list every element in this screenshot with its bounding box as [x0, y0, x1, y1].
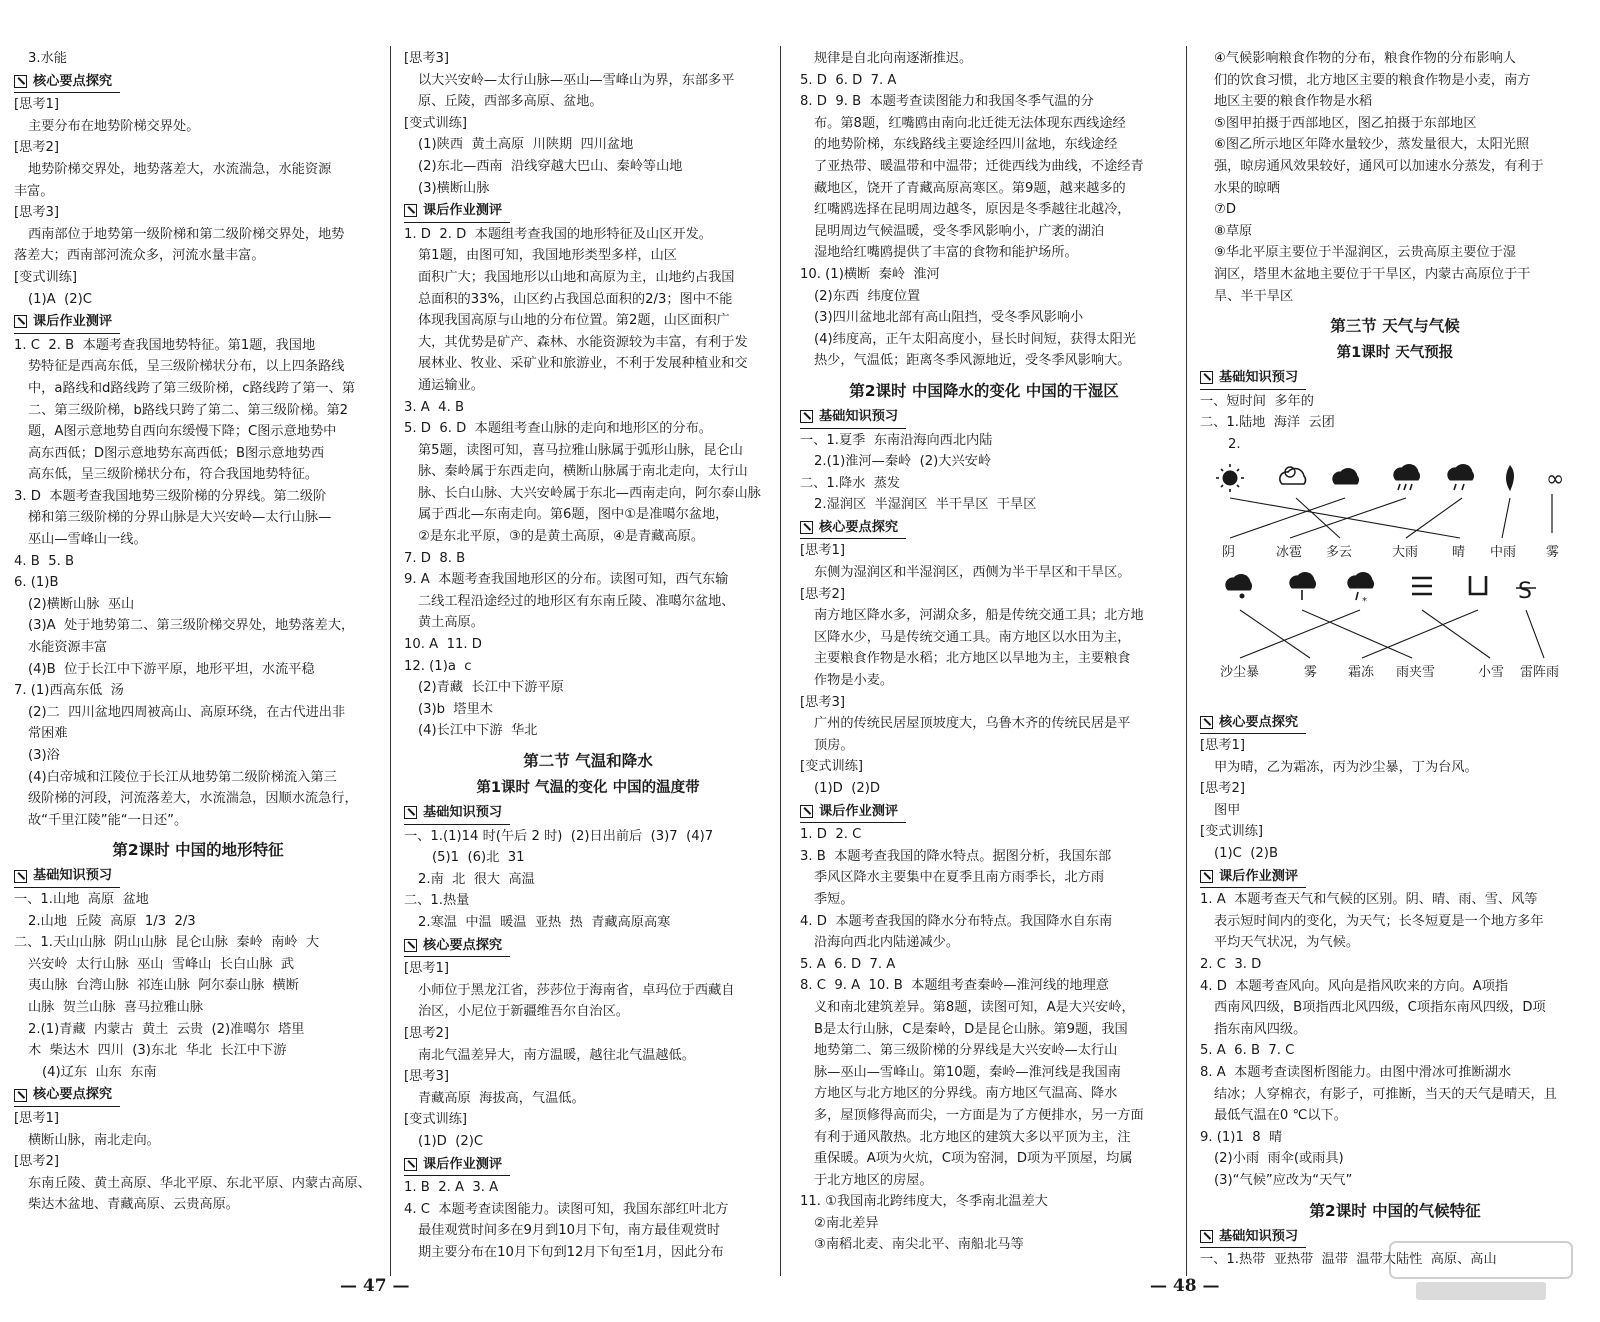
svg-text:*: * — [1362, 595, 1367, 607]
answer-line: 10. (1)横断 秦岭 淮河 — [800, 266, 940, 282]
lesson-heading: 第2课时 中国降水的变化 中国的干湿区 — [849, 381, 1119, 400]
answer-line: 2.(1)青藏 内蒙古 黄土 云贵 (2)准噶尔 塔里 — [28, 1021, 305, 1037]
answer-line: 期主要分布在10月下旬到12月下旬至1月，因此分布 — [418, 1244, 724, 1260]
answer-line: 3. A 4. B — [404, 399, 465, 415]
section-header-text: 核心要点探究 — [33, 1087, 113, 1103]
section-marker-icon — [14, 1089, 27, 1102]
section-marker-icon — [800, 805, 813, 818]
answer-line: 原、丘陵，西部多高原、盆地。 — [418, 94, 603, 110]
answer-line: 南方地区降水多，河湖众多，船是传统交通工具；北方地 — [814, 608, 1144, 624]
answer-line: 一、1.山地 高原 盆地 — [14, 891, 149, 907]
answer-line: 西南部位于地势第一级阶梯和第二级阶梯交界处，地势 — [28, 226, 345, 242]
answer-line: [变式训练] — [1200, 824, 1264, 840]
answer-line: 横断山脉，南北走向。 — [28, 1132, 160, 1148]
answer-line: ⑨华北平原主要位于半湿润区，云贵高原主要位于湿 — [1214, 245, 1516, 261]
section-marker-icon — [1200, 870, 1213, 883]
answer-line: (4)白帝城和江陵位于长江从地势第二级阶梯流入第三 — [28, 769, 337, 785]
heavy-rain-symbol-icon — [1394, 464, 1420, 490]
answer-line: 3.水能 — [28, 51, 67, 66]
answer-line: 小师位于黑龙江省，莎莎位于海南省，卓玛位于西藏自 — [418, 982, 735, 998]
answer-line: [变式训练] — [404, 115, 468, 131]
answer-line: 高东低，呈三级阶梯状分布，符合我国地势特征。 — [28, 467, 319, 483]
answer-line: 区降水少，马是传统交通工具。南方地区以水田为主， — [814, 629, 1131, 645]
page-number-right: — 48 — — [1150, 1276, 1220, 1296]
section-header-text: 课后作业测评 — [33, 314, 113, 330]
answer-line: 一、短时间 多年的 — [1200, 393, 1314, 409]
section-header — [800, 517, 906, 540]
answer-line: [变式训练] — [800, 759, 864, 775]
answer-line: 强，晾房通风效果较好，通风可以加速水分蒸发，有利于 — [1214, 158, 1544, 174]
answer-line: 4. C 本题考查读图能力。读图可知，我国东部红叶北方 — [404, 1201, 729, 1217]
sunny-symbol-icon — [1223, 471, 1237, 485]
answer-line: [变式训练] — [404, 1112, 468, 1128]
page-number-left: — 47 — — [340, 1276, 410, 1296]
section-header — [14, 71, 120, 94]
column-4-bottom — [1200, 712, 1590, 1271]
section-header-text: 核心要点探究 — [1219, 714, 1299, 730]
weather-label: 雨夹雪 — [1396, 664, 1436, 680]
answer-line: [思考3] — [404, 1069, 450, 1085]
answer-line: 主要粮食作物是水稻；北方地区以旱地为主，主要粮食 — [814, 651, 1131, 667]
answer-line: 一、1.夏季 东南沿海向西北内陆 — [800, 432, 993, 448]
answer-line: 广州的传统民居屋顶坡度大，乌鲁木齐的传统民居是平 — [814, 716, 1131, 732]
answer-line: [思考2] — [14, 1154, 60, 1170]
answer-line: (4)B 位于长江中下游平原，地形平坦，水流平稳 — [28, 661, 315, 677]
answer-line: 落差大；西南部河流众多，河流水量丰富。 — [14, 248, 265, 264]
answer-line: (3)四川盆地北部有高山阻挡，受冬季风影响小 — [814, 310, 1084, 326]
answer-line: 题，A图示意地势自西向东缓慢下降；C图示意地势中 — [28, 424, 337, 440]
section-marker-icon — [800, 410, 813, 423]
answer-line: ④气候影响粮食作物的分布，粮食作物的分布影响人 — [1214, 51, 1516, 66]
answer-line: (5)1 (6)北 31 — [432, 850, 525, 866]
answer-line: 山脉 贺兰山脉 喜马拉雅山脉 — [28, 999, 204, 1015]
answer-line: 中，a路线和d路线跨了第三级阶梯，c路线跨了第一、第 — [28, 380, 356, 396]
section-marker-icon — [14, 315, 27, 328]
weather-label: 雷阵雨 — [1520, 664, 1560, 680]
answer-line: 6. (1)B — [14, 575, 59, 591]
section-header-text: 核心要点探究 — [33, 73, 113, 89]
answer-line: 旱、半干旱区 — [1214, 288, 1294, 304]
answer-line: 柴达木盆地、青藏高原、云贵高原。 — [28, 1197, 239, 1213]
answer-line: 水果的晾晒 — [1214, 180, 1280, 196]
answer-line: 1. A 本题考查天气和气候的区别。阴、晴、雨、雪、风等 — [1200, 892, 1538, 908]
answer-line: 高东西低；D图示意地势东高西低；B图示意地势西 — [28, 445, 325, 461]
column-divider-1 — [390, 46, 391, 1276]
section-marker-icon — [1200, 1230, 1213, 1243]
weather-label: 大雨 — [1392, 544, 1419, 560]
answer-line: 湿地给红嘴鸥提供了丰富的食物和能护场所。 — [814, 245, 1078, 261]
section-header — [1200, 367, 1306, 390]
cloudy-symbol-icon — [1333, 468, 1359, 484]
answer-line: 甲为晴，乙为霜冻，丙为沙尘暴，丁为台风。 — [1214, 759, 1478, 775]
answer-line: 势特征是西高东低，呈三级阶梯状分布，以上四条路线 — [28, 359, 345, 375]
answer-line: 了亚热带、暖温带和中温带；迁徙西线为曲线，不途经青 — [814, 158, 1144, 174]
section-header — [404, 935, 510, 958]
answer-line: (3)b 塔里木 — [418, 701, 493, 717]
answer-line: (1)C (2)B — [1214, 846, 1278, 862]
answer-line: (1)陕西 黄土高原 川陕期 四川盆地 — [418, 137, 634, 153]
answer-line: 的地势阶梯，东线路线主要途经四川盆地，东线途经 — [814, 137, 1118, 153]
section-header-text: 基础知识预习 — [819, 408, 899, 424]
sleet-symbol-icon — [1348, 572, 1374, 607]
answer-line: 义和南北建筑差异。第8题，读图可知，A是大兴安岭， — [814, 999, 1135, 1015]
answer-line: 10. A 11. D — [404, 637, 482, 653]
answer-line: 属于西北—东南走向。第6题，图中①是准噶尔盆地， — [418, 507, 729, 523]
frost-symbol-icon — [1470, 576, 1486, 594]
answer-line: 大，其优势是矿产、森林、水能资源较为丰富，有利于发 — [418, 334, 748, 350]
answer-line: (2)东西 纬度位置 — [814, 288, 921, 304]
answer-line: ②南北差异 — [814, 1215, 879, 1231]
column-divider-2 — [780, 46, 781, 1276]
answer-line: 11. ①我国南北跨纬度大，冬季南北温差大 — [800, 1194, 1048, 1210]
answer-line: (3)“气候”应改为“天气” — [1214, 1172, 1353, 1188]
moderate-rain-symbol-icon — [1448, 464, 1474, 490]
answer-line: 方地区与北方地区的分界线。南方地区气温高、降水 — [814, 1086, 1118, 1102]
answer-line: [变式训练] — [14, 269, 78, 285]
answer-line: 于北方地区的房屋。 — [814, 1172, 933, 1188]
answer-line: 故“千里江陵”能“一日还”。 — [28, 812, 188, 828]
answer-line: 图甲 — [1214, 802, 1241, 818]
answer-line: 脉、长白山脉、大兴安岭属于东北—西南走向，阿尔泰山脉 — [418, 485, 761, 501]
weather-label: 雾 — [1546, 544, 1560, 560]
answer-line: 二、1.陆地 海洋 云团 — [1200, 415, 1335, 431]
answer-line: (2)小雨 雨伞(或雨具) — [1214, 1151, 1344, 1167]
weather-label: 多云 — [1326, 544, 1353, 560]
answer-line: 二线工程沿途经过的地形区有东南丘陵、准噶尔盆地、 — [418, 593, 735, 609]
answer-line: [思考3] — [800, 694, 846, 710]
lesson-heading: 第二节 气温和降水 — [523, 752, 653, 770]
weather-label: 沙尘暴 — [1220, 664, 1260, 680]
answer-line: 有利于通风散热。北方地区的建筑大多以平顶为主，注 — [814, 1129, 1131, 1145]
answer-line: (4)长江中下游 华北 — [418, 723, 538, 739]
answer-line: (4)辽东 山东 东南 — [42, 1064, 157, 1080]
section-marker-icon — [1200, 371, 1213, 384]
answer-line: 最低气温在0 ℃以下。 — [1214, 1108, 1347, 1124]
answer-line: 地势第二、第三级阶梯的分界线是大兴安岭—太行山 — [814, 1043, 1118, 1059]
section-header-text: 课后作业测评 — [819, 803, 899, 819]
watermark-logo — [1386, 1236, 1576, 1304]
lesson-heading: 第2课时 中国的气候特征 — [1309, 1201, 1481, 1220]
answer-line: 红嘴鸥选择在昆明周边越冬，原因是冬季越往北越冷， — [814, 202, 1131, 218]
answer-line: 表示短时间内的变化，为天气；长冬短夏是一个地方多年 — [1214, 913, 1544, 929]
answer-line: [思考1] — [800, 543, 846, 559]
section-header — [1200, 866, 1306, 889]
answer-line: 一、1.热带 亚热带 温带 温带大陆性 高原、高山 — [1200, 1252, 1497, 1268]
answer-line: (2)横断山脉 巫山 — [28, 596, 135, 612]
answer-line: 作物是小麦。 — [814, 673, 894, 689]
column-4-top — [1200, 48, 1590, 456]
answer-line: 昆明周边气候温暖，受冬季风影响小，广袤的湖泊 — [814, 223, 1105, 239]
answer-line: 常困难 — [28, 726, 68, 742]
lesson-subheading: 第1课时 气温的变化 中国的温度带 — [476, 780, 700, 796]
page-number-value: 47 — [362, 1276, 387, 1296]
section-marker-icon — [800, 521, 813, 534]
answer-line: 8. D 9. B 本题考查读图能力和我国冬季气温的分 — [800, 94, 1094, 110]
section-marker-icon — [14, 870, 27, 883]
answer-line: 4. D 本题考查风向。风向是指风吹来的方向。A项指 — [1200, 978, 1509, 994]
lesson-subheading: 第1课时 天气预报 — [1336, 345, 1454, 362]
answer-line: 南北气温差异大，南方温暖，越往北气温越低。 — [418, 1047, 695, 1063]
answer-line: 以大兴安岭—太行山脉—巫山—雪峰山为界，东部多平 — [418, 72, 735, 88]
answer-line: 1. B 2. A 3. A — [404, 1180, 499, 1196]
answer-line: [思考1] — [14, 97, 60, 113]
answer-line: 季风区降水主要集中在夏季且南方雨季长，北方雨 — [814, 870, 1105, 886]
answer-line: 2. C 3. D — [1200, 957, 1262, 973]
answer-line: 5. A 6. B 7. C — [1200, 1043, 1295, 1059]
answer-line: (2)东北—西南 沿线穿越大巴山、秦岭等山地 — [418, 158, 683, 174]
answer-line: 2.(1)淮河—秦岭 (2)大兴安岭 — [814, 454, 992, 470]
column-divider-3 — [1186, 46, 1187, 1276]
answer-line: 二、1.降水 蒸发 — [800, 475, 901, 491]
answer-line: 2.南 北 很大 高温 — [418, 871, 535, 887]
answer-line: 指东南风四级。 — [1214, 1021, 1307, 1037]
answer-line: (3)浴 — [28, 748, 60, 763]
section-header-text: 基础知识预习 — [1219, 1228, 1299, 1244]
answer-line: 青藏高原 海拔高，气温低。 — [418, 1090, 585, 1106]
answer-line: 规律是自北向南逐渐推迟。 — [814, 51, 973, 66]
answer-line: 顶房。 — [814, 737, 854, 753]
answer-line: [思考2] — [14, 140, 60, 156]
answer-line: 9. (1)1 8 晴 — [1200, 1129, 1283, 1145]
section-header-text: 基础知识预习 — [33, 868, 113, 884]
answer-line: [思考1] — [1200, 738, 1246, 754]
answer-line: 二、1.天山山脉 阴山山脉 昆仑山脉 秦岭 南岭 大 — [14, 935, 320, 951]
haze-symbol-icon — [1412, 578, 1432, 594]
section-marker-icon — [1200, 716, 1213, 729]
column-2 — [404, 48, 772, 1263]
answer-line: 5. D 6. D 7. A — [800, 72, 897, 88]
answer-line: 5. D 6. D 本题组考查山脉的走向和地形区的分布。 — [404, 421, 712, 437]
answer-line: 结冰；人穿棉衣，有影子，可推断，当天的天气是晴天，且 — [1214, 1086, 1557, 1102]
answer-line: (3)横断山脉 — [418, 180, 490, 196]
answer-line: 1. C 2. B 本题考查我国地势特征。第1题，我国地 — [14, 337, 316, 353]
section-marker-icon — [404, 1158, 417, 1171]
answer-line: ③南稻北麦、南尖北平、南船北马等 — [814, 1237, 1024, 1253]
answer-line: 级阶梯的河段，河流落差大，水流湍急，因顺水流急行， — [28, 791, 358, 807]
answer-line: 季短。 — [814, 891, 854, 907]
answer-line: (1)D (2)D — [814, 781, 881, 796]
page-number-value: 48 — [1172, 1276, 1197, 1296]
answer-line: 东侧为湿润区和半湿润区，西侧为半干旱区和干旱区。 — [814, 565, 1131, 581]
dust-symbol-icon: S — [1518, 578, 1532, 604]
answer-line: 梯和第三级阶梯的分界山脉是大兴安岭—太行山脉— — [28, 510, 332, 526]
answer-line: 治区，小尼位于新疆维吾尔自治区。 — [418, 1004, 629, 1020]
answer-line: (1)A (2)C — [28, 291, 92, 307]
answer-line: 地势阶梯交界处，地势落差大，水流湍急，水能资源 — [28, 161, 332, 177]
section-marker-icon — [404, 939, 417, 952]
section-header-text: 基础知识预习 — [423, 805, 503, 820]
answer-line: 通运输业。 — [418, 377, 484, 393]
answer-line: [思考1] — [14, 1110, 60, 1126]
section-header — [800, 801, 906, 824]
sandstorm-symbol-icon — [1226, 574, 1252, 598]
answer-line: 兴安岭 太行山脉 巫山 雪峰山 长白山脉 武 — [28, 956, 295, 972]
answer-line: 展林业、牧业、采矿业和旅游业，不利于发展种植业和交 — [418, 356, 748, 372]
column-1 — [14, 48, 382, 1216]
answer-line: 藏地区，饶开了青藏高原高寒区。第9题，越来越多的 — [814, 180, 1126, 196]
answer-line: 一、1.(1)14 时(午后 2 时) (2)日出前后 (3)7 (4)7 — [404, 828, 714, 844]
section-marker-icon — [404, 806, 417, 819]
section-header — [404, 802, 510, 825]
answer-line: [思考3] — [14, 205, 60, 221]
section-header — [1200, 1226, 1306, 1249]
answer-line: ⑤图甲拍摄于西部地区，图乙拍摄于东部地区 — [1214, 115, 1477, 131]
answer-line: [思考2] — [404, 1025, 450, 1041]
answer-line: 布。第8题，红嘴鸥由南向北迁徙无法体现东西线途经 — [814, 115, 1126, 131]
answer-line: 地区主要的粮食作物是水稻 — [1214, 94, 1373, 110]
answer-line: 7. D 8. B — [404, 550, 466, 566]
answer-line: 5. A 6. D 7. A — [800, 956, 896, 972]
answer-line: 夷山脉 台湾山脉 祁连山脉 阿尔泰山脉 横断 — [28, 978, 299, 994]
answer-line: 水能资源丰富 — [28, 640, 108, 656]
answer-line: 二、1.热量 — [404, 893, 470, 909]
answer-line: 7. (1)西高东低 汤 — [14, 683, 124, 699]
section-header-text: 课后作业测评 — [423, 203, 503, 219]
section-marker-icon — [404, 204, 417, 217]
answer-line: 第1题，由图可知，我国地形类型多样，山区 — [418, 248, 677, 264]
answer-line: (3)A 处于地势第二、第三级阶梯交界处，地势落差大， — [28, 618, 355, 634]
answer-line: (2)二 四川盆地四周被高山、高原环绕，在古代进出非 — [28, 704, 346, 720]
answer-line: 1. D 2. D 本题组考查我国的地形特征及山区开发。 — [404, 226, 712, 242]
answer-line: [思考3] — [404, 51, 450, 66]
answer-line: 体现我国高原与山地的分布位置。第2题，山区面积广 — [418, 313, 730, 329]
answer-line: 木 柴达木 四川 (3)东北 华北 长江中下游 — [28, 1043, 287, 1059]
answer-line: 黄土高原。 — [418, 615, 484, 631]
weather-symbol-matching-diagram — [1200, 458, 1590, 708]
matching-lines — [1230, 498, 1544, 658]
answer-line: B是太行山脉，C是秦岭，D是昆仑山脉。第9题，我国 — [814, 1021, 1128, 1037]
section-header — [800, 406, 906, 429]
section-marker-icon — [14, 75, 27, 88]
answer-line: 脉—巫山—雪峰山。第10题，秦岭—淮河线是我国南 — [814, 1064, 1121, 1080]
hail-symbol-icon — [1290, 572, 1316, 600]
answer-line: (1)D (2)C — [418, 1133, 484, 1149]
weather-label: 中雨 — [1490, 544, 1517, 560]
answer-line: 3. D 本题考查我国地势三级阶梯的分界线。第二级阶 — [14, 488, 327, 504]
fog-symbol-icon: ∞ — [1546, 466, 1565, 492]
weather-label: 霜冻 — [1348, 664, 1375, 680]
typhoon-symbol-icon — [1507, 466, 1514, 490]
answer-line: 第5题，读图可知，喜马拉雅山脉属于弧形山脉，昆仑山 — [418, 442, 743, 458]
section-header — [14, 311, 120, 334]
answer-line: ⑥图乙所示地区年降水量较少，蒸发量很大，太阳光照 — [1214, 137, 1530, 153]
answer-line: 巫山—雪峰山一线。 — [28, 532, 147, 548]
answer-line: 2.湿润区 半湿润区 半干旱区 干旱区 — [814, 497, 1037, 513]
section-header — [404, 200, 510, 223]
lesson-heading: 第2课时 中国的地形特征 — [112, 841, 284, 860]
answer-line: ⑧草原 — [1214, 223, 1253, 239]
answer-line: 热少，气温低；距离冬季风源地近，受冬季风影响大。 — [814, 353, 1131, 369]
weather-label: 冰雹 — [1276, 544, 1303, 560]
answer-line: ⑦D — [1214, 202, 1236, 218]
answer-line: [思考2] — [1200, 781, 1246, 797]
answer-line: 总面积的33%，山区约占我国总面积的2/3；图中不能 — [418, 291, 733, 307]
section-header-text: 核心要点探究 — [819, 519, 899, 535]
answer-line: 丰富。 — [14, 183, 54, 199]
section-header — [14, 865, 120, 888]
answer-line: 1. D 2. C — [800, 827, 862, 843]
section-header-text: 课后作业测评 — [1219, 868, 1299, 884]
answer-line: ②是东北平原，③的是黄土高原，④是青藏高原。 — [418, 529, 705, 545]
answer-line: 东南丘陵、黄土高原、华北平原、东北平原、内蒙古高原、 — [28, 1175, 371, 1191]
answer-line: 8. A 本题考查读图析图能力。由图中滑冰可推断湖水 — [1200, 1065, 1512, 1080]
answer-line: (4)纬度高，正午太阳高度小，昼长时间短，获得太阳光 — [814, 331, 1136, 347]
answer-line: 面积广大；我国地形以山地和高原为主，山地约占我国 — [418, 269, 735, 285]
answer-line: 二、第三级阶梯，b路线只跨了第二、第三级阶梯。第2 — [28, 402, 349, 418]
answer-line: 2.寒温 中温 暖温 亚热 热 青藏高原高寒 — [418, 914, 671, 930]
answer-line: 们的饮食习惯，北方地区主要的粮食作物是小麦，南方 — [1214, 72, 1531, 88]
column-3 — [800, 48, 1168, 1256]
answer-line: 西南风四级，B项指西北风四级，C项指东南风四级，D项 — [1214, 1000, 1546, 1016]
answer-line: (2)青藏 长江中下游平原 — [418, 680, 564, 696]
answer-line: 3. B 本题考查我国的降水特点。据图分析，我国东部 — [800, 848, 1112, 864]
answer-line: 最佳观赏时间多在9月到10月下旬，南方最佳观赏时 — [418, 1223, 721, 1239]
answer-line: 平均天气状况，为气候。 — [1214, 935, 1360, 951]
answer-line: 主要分布在地势阶梯交界处。 — [28, 118, 200, 134]
section-header — [404, 1154, 510, 1177]
section-header — [14, 1084, 120, 1107]
answer-line: 多，屋顶修得高而尖，一方面是为了方便排水，另一方面 — [814, 1107, 1144, 1123]
weather-label: 小雪 — [1478, 664, 1505, 680]
answer-line: 12. (1)a c — [404, 658, 472, 674]
answer-line: [思考1] — [404, 961, 450, 977]
weather-label: 晴 — [1452, 544, 1466, 560]
answer-line: 重保暖。A项为火炕，C项为窑洞，D项为平顶屋，均属 — [814, 1151, 1133, 1167]
answer-line: 9. A 本题考查我国地形区的分布。读图可知，西气东输 — [404, 572, 729, 588]
answer-line: 脉、秦岭属于东西走向，横断山脉属于南北走向，太行山 — [418, 464, 748, 480]
partly-cloudy-symbol-icon — [1280, 467, 1306, 484]
lesson-heading: 第三节 天气与气候 — [1330, 317, 1460, 336]
answer-line: 2.山地 丘陵 高原 1/3 2/3 — [28, 913, 196, 929]
weather-label: 雾 — [1304, 664, 1318, 680]
answer-line: 2. — [1228, 436, 1241, 452]
weather-label: 阴 — [1222, 544, 1236, 560]
answer-line: 4. B 5. B — [14, 553, 75, 569]
answer-line: 4. D 本题考查我国的降水分布特点。我国降水自东南 — [800, 913, 1113, 929]
answer-line: 润区，塔里木盆地主要位于干旱区，内蒙古高原位于干 — [1214, 266, 1531, 282]
section-header — [1200, 712, 1306, 735]
answer-line: [思考2] — [800, 586, 846, 602]
section-header-text: 课后作业测评 — [423, 1156, 503, 1172]
answer-line: 沿海向西北内陆递减少。 — [814, 935, 960, 951]
section-header-text: 核心要点探究 — [423, 937, 503, 953]
section-header-text: 基础知识预习 — [1219, 370, 1299, 386]
answer-line: 8. C 9. A 10. B 本题组考查秦岭—淮河线的地理意 — [800, 978, 1109, 994]
column-4 — [1200, 48, 1590, 1271]
